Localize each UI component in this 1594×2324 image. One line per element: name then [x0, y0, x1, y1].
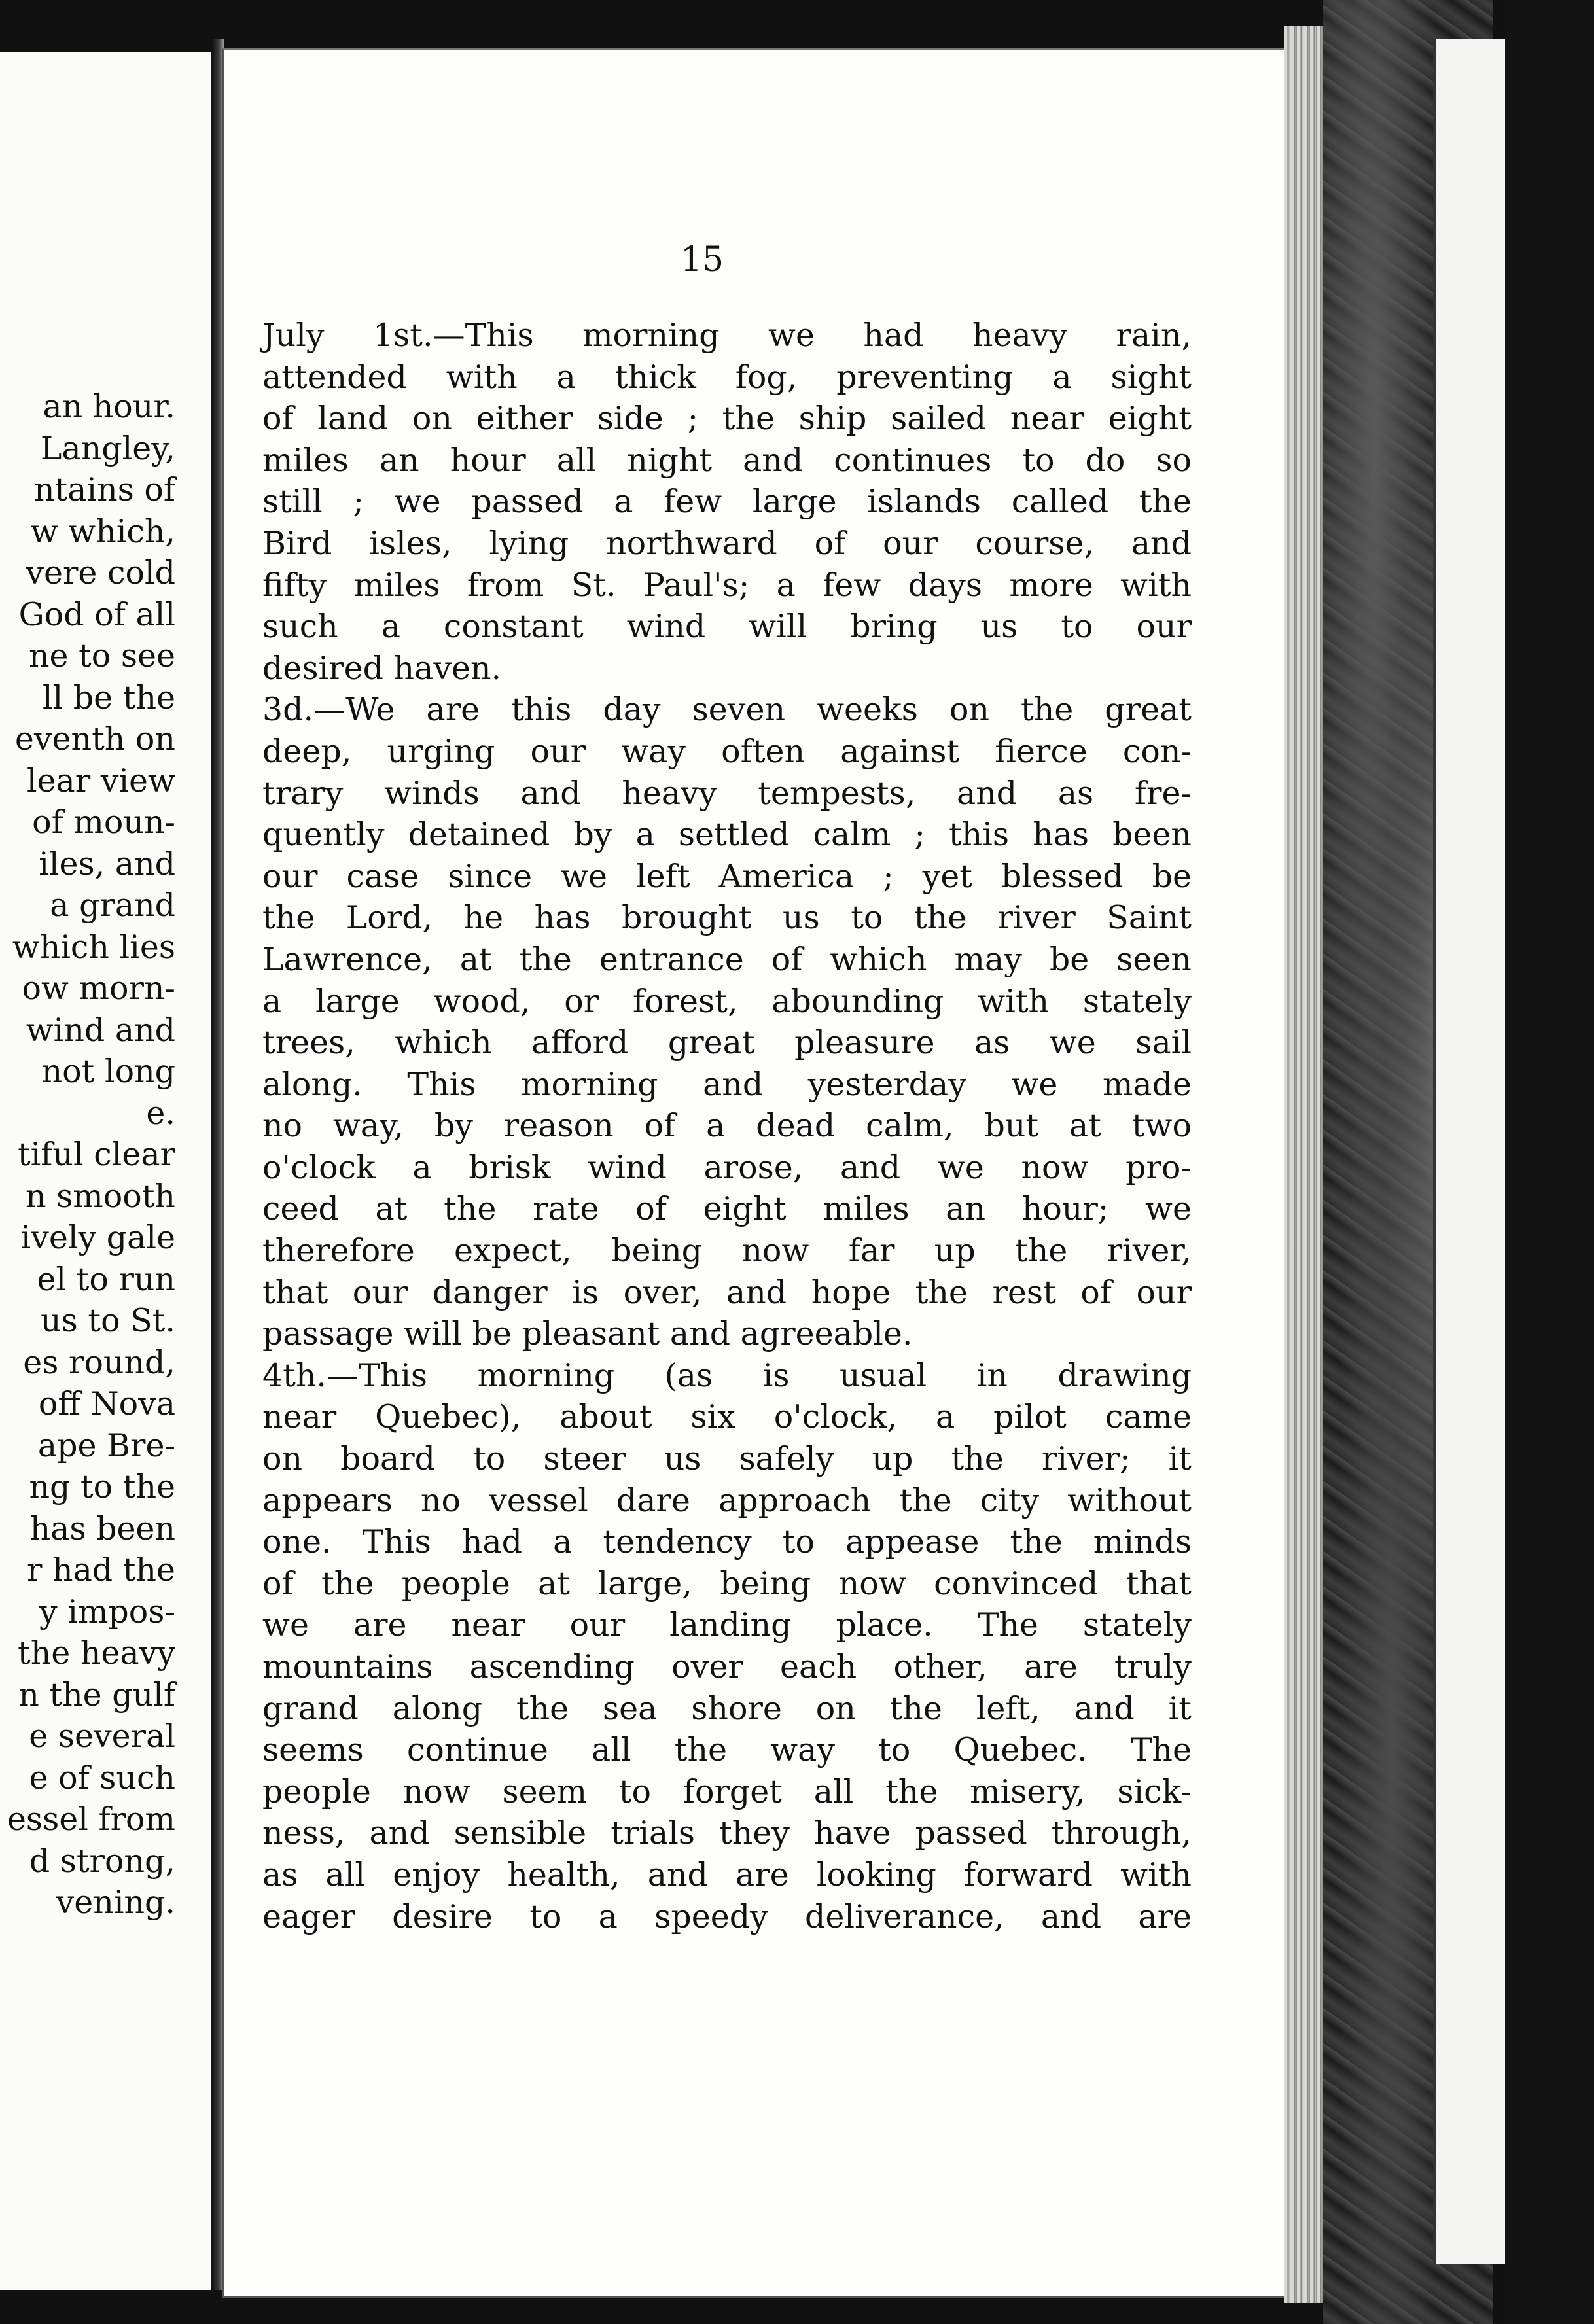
text-line: the heavy	[18, 1634, 175, 1672]
text-line: ape Bre-	[37, 1426, 175, 1464]
text-line: ne to see	[28, 637, 175, 675]
text-line: trary winds and heavy tempests, and as fre-	[262, 774, 1192, 812]
text-line: d strong,	[29, 1842, 175, 1880]
text-line: n smooth	[26, 1177, 175, 1215]
text-line: a grand	[50, 887, 175, 924]
text-line: iles, and	[39, 845, 175, 883]
right-page	[222, 48, 1286, 2298]
text-line: not long	[41, 1053, 175, 1090]
text-line: eventh on	[14, 720, 175, 758]
text-line: deep, urging our way often against fierce con-	[262, 732, 1192, 770]
text-line: e of such	[29, 1759, 175, 1797]
text-line: appears no vessel dare approach the city without	[262, 1481, 1192, 1519]
text-line: e.	[146, 1094, 175, 1132]
text-line: Langley,	[40, 429, 175, 467]
text-line: grand along the sea shore on the left, and it	[262, 1689, 1192, 1727]
text-line: quently detained by a settled calm ; this has been	[262, 816, 1192, 854]
text-line: miles an hour all night and continues to do so	[262, 441, 1192, 479]
text-line: fifty miles from St. Paul's; a few days more with	[262, 566, 1192, 604]
text-line: mountains ascending over each other, are truly	[262, 1648, 1192, 1685]
left-facing-page	[0, 52, 213, 2290]
text-line: Bird isles, lying northward of our course, and	[262, 524, 1192, 562]
text-line: eager desire to a speedy deliverance, and are	[262, 1897, 1192, 1935]
text-line: attended with a thick fog, preventing a sight	[262, 358, 1192, 396]
text-line: no way, by reason of a dead calm, but at two	[262, 1107, 1192, 1145]
page-number: 15	[680, 240, 724, 279]
text-line: that our danger is over, and hope the rest of our	[262, 1273, 1192, 1311]
text-line: 3d.—We are this day seven weeks on the great	[262, 691, 1192, 729]
text-line: o'clock a brisk wind arose, and we now pro-	[262, 1148, 1192, 1186]
page-gutter	[211, 39, 224, 2290]
text-line: trees, which afford great pleasure as we sail	[262, 1024, 1192, 1062]
text-line: vening.	[56, 1884, 175, 1921]
text-line: passage will be pleasant and agreeable.	[262, 1315, 913, 1353]
text-line: a large wood, or forest, abounding with stately	[262, 982, 1192, 1020]
text-line: of the people at large, being now convinced that	[262, 1564, 1192, 1602]
text-line: off Nova	[38, 1385, 175, 1422]
text-line: as all enjoy health, and are looking forward with	[262, 1856, 1192, 1893]
body-text	[262, 315, 1192, 1937]
text-line: our case since we left America ; yet blessed be	[262, 857, 1192, 895]
text-line: essel from	[7, 1801, 175, 1838]
text-line: along. This morning and yesterday we made	[262, 1065, 1192, 1103]
text-line: ness, and sensible trials they have passed through,	[262, 1814, 1192, 1852]
text-line: ceed at the rate of eight miles an hour; we	[262, 1190, 1192, 1228]
page-edges	[1284, 26, 1323, 2303]
text-line: the Lord, he has brought us to the river Saint	[262, 899, 1192, 937]
scan-background	[1505, 0, 1594, 2324]
text-line: still ; we passed a few large islands called the	[262, 483, 1192, 521]
text-line: near Quebec), about six o'clock, a pilot came	[262, 1398, 1192, 1436]
text-line: God of all	[18, 595, 175, 633]
text-line: ow morn-	[22, 970, 175, 1007]
text-line: ll be the	[42, 678, 175, 716]
text-line: lear view	[26, 762, 175, 800]
text-line: ively gale	[20, 1219, 175, 1256]
text-line: y impos-	[39, 1593, 175, 1630]
text-line: us to St.	[41, 1302, 175, 1339]
text-line: of land on either side ; the ship sailed near eight	[262, 400, 1192, 438]
text-line: r had the	[27, 1551, 175, 1589]
text-line: such a constant wind will bring us to our	[262, 608, 1192, 646]
text-line: July 1st.—This morning we had heavy rain,	[262, 317, 1192, 354]
text-line: ng to the	[29, 1468, 175, 1505]
text-line: an hour.	[43, 388, 175, 425]
text-line: n the gulf	[18, 1676, 175, 1714]
text-line: we are near our landing place. The stately	[262, 1606, 1192, 1644]
text-line: Lawrence, at the entrance of which may be seen	[262, 940, 1192, 978]
text-line: tiful clear	[17, 1136, 175, 1173]
text-line: vere cold	[26, 554, 175, 591]
text-line: w which,	[30, 512, 175, 550]
text-line: therefore expect, being now far up the river,	[262, 1232, 1192, 1270]
text-line: 4th.—This morning (as is usual in drawing	[262, 1356, 1192, 1394]
text-line: es round,	[23, 1343, 175, 1381]
text-line: people now seem to forget all the misery, sick-	[262, 1772, 1192, 1810]
text-line: el to run	[37, 1260, 175, 1298]
text-line: e several	[29, 1717, 175, 1755]
text-line: has been	[29, 1509, 175, 1547]
text-line: which lies	[12, 928, 175, 966]
text-line: on board to steer us safely up the river; it	[262, 1440, 1192, 1478]
text-line: wind and	[26, 1011, 175, 1049]
text-line: one. This had a tendency to appease the minds	[262, 1523, 1192, 1561]
text-line: ntains of	[33, 471, 175, 508]
text-line: of moun-	[32, 803, 175, 841]
text-line: seems continue all the way to Quebec. The	[262, 1731, 1192, 1769]
cover-edge	[1433, 39, 1511, 2264]
text-line: desired haven.	[262, 649, 502, 687]
left-page-text	[7, 386, 175, 1924]
